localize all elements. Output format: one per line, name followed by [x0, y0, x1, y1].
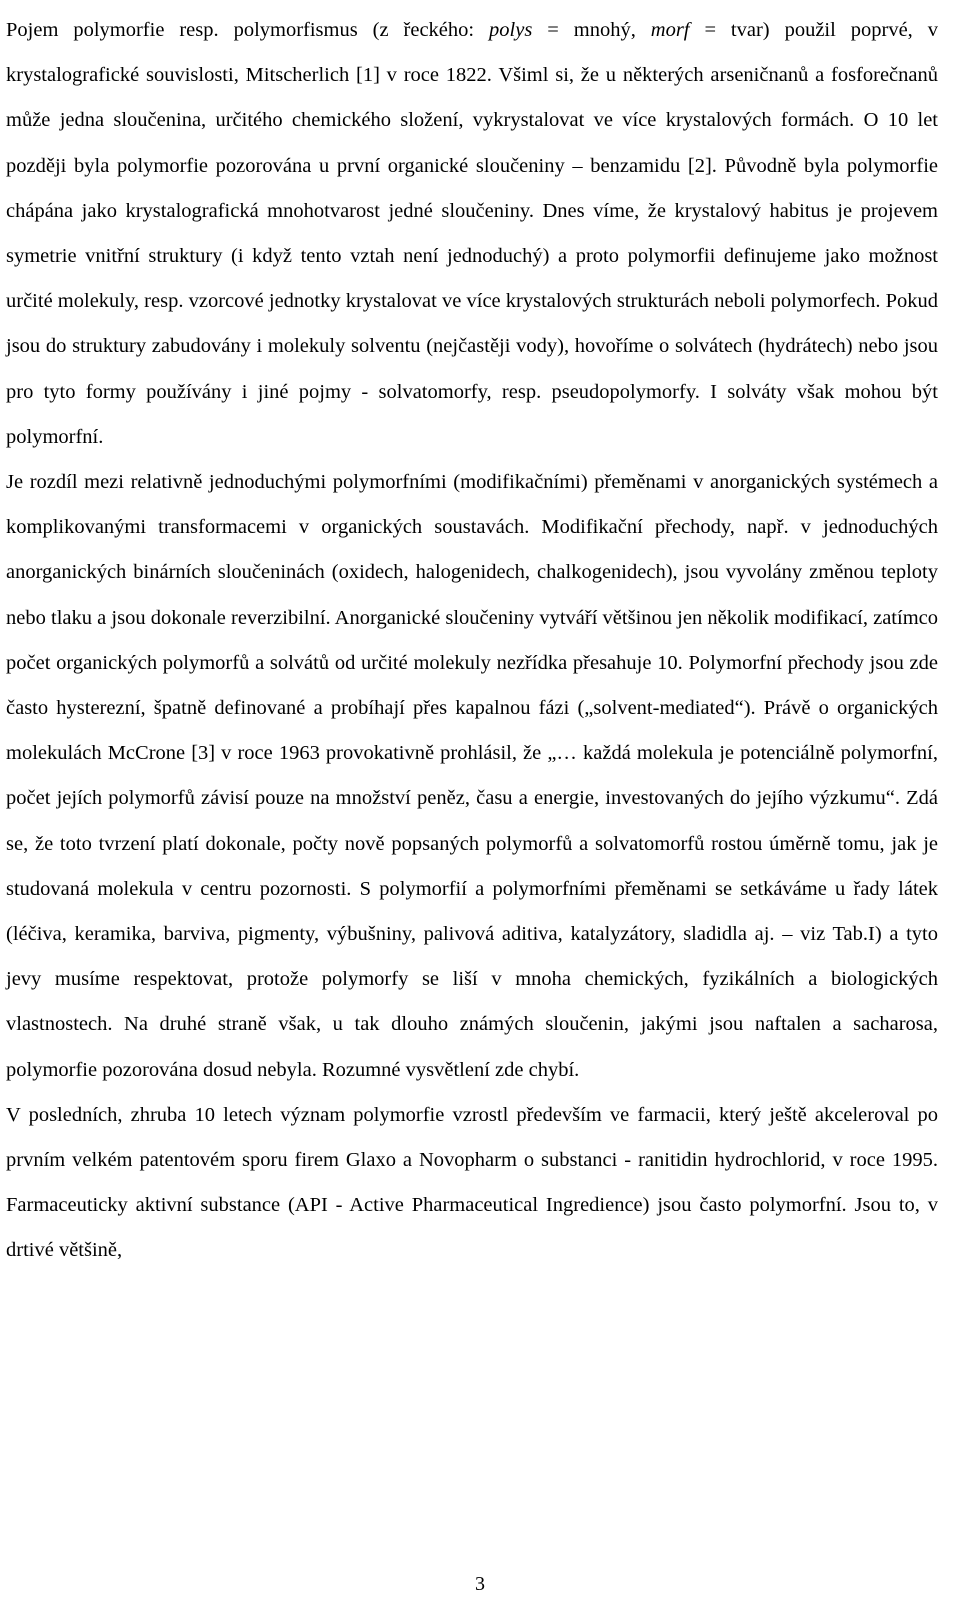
paragraph-2 — [6, 460, 938, 1093]
italic-term-polys: polys — [489, 19, 533, 41]
paragraph-3-text: V posledních, zhruba 10 letech význam polymorfie vzrostl především ve farmacii, který ještě akceleroval po prvním velkém patentovém sporu firem Glaxo a Novopharm o substanci - ranitidin hydrochlorid, v roce 1995. Farmaceuticky aktivní substance (API - Active Pharmaceutical Ingredience) jsou často polymorfní. Jsou to, v drtivé většině, — [6, 1103, 938, 1262]
paragraph-1 — [6, 8, 938, 460]
page-number: 3 — [475, 1573, 485, 1595]
paragraph-1-text-c: = tvar) použil poprvé, v krystalografické souvislosti, Mitscherlich [1] v roce 1822. Všiml si, že u některých arseničnanů a fosforečnanů může jedna sloučenina, určitého chemického složení, vykrystalovat ve více krystalových formách. O 10 let později byla polymorfie pozorována u první organické sloučeniny – benzamidu [2]. Původně byla polymorfie chápána jako krystalografická mnohotvarost jedné sloučeniny. Dnes víme, že krystalový habitus je projevem symetrie vnitřní struktury (i když tento vztah není jednoduchý) a proto polymorfii definujeme jako možnost určité molekuly, resp. vzorcové jednotky krystalovat ve více krystalových strukturách neboli polymorfech. Pokud jsou do struktury zabudovány i molekuly solventu (nejčastěji vody), hovoříme o solvátech (hydrátech) nebo jsou pro tyto formy používány i jiné pojmy - solvatomorfy, resp. pseudopolymorfy. I solváty však mohou být polymorfní. — [6, 19, 938, 448]
paragraph-2-text: Je rozdíl mezi relativně jednoduchými polymorfními (modifikačními) přeměnami v anorganických systémech a komplikovanými transformacemi v organických soustavách. Modifikační přechody, např. v jednoduchých anorganických binárních sloučeninách (oxidech, halogenidech, chalkogenidech), jsou vyvolány změnou teploty nebo tlaku a jsou dokonale reverzibilní. Anorganické sloučeniny vytváří většinou jen několik modifikací, zatímco počet organických polymorfů a solvátů od určité molekuly nezřídka přesahuje 10. Polymorfní přechody jsou zde často hysterezní, špatně definované a probíhají přes kapalnou fázi („solvent-mediated“). Právě o organických molekulách McCrone [3] v roce 1963 provokativně prohlásil, že „… každá molekula je potenciálně polymorfní, počet jejích polymorfů závisí pouze na množství peněz, času a energie, investovaných do jejího výzkumu“. Zdá se, že toto tvrzení platí dokonale, počty nově popsaných polymorfů a solvatomorfů rostou úměrně tomu, jak je studovaná molekula v centru pozornosti. S polymorfií a polymorfními přeměnami se setkáváme u řady látek (léčiva, keramika, barviva, pigmenty, výbušniny, palivová aditiva, katalyzátory, sladidla aj. – viz Tab.I) a tyto jevy musíme respektovat, protože polymorfy se liší v mnoha chemických, fyzikálních a biologických vlastnostech. Na druhé straně však, u tak dlouho známých sloučenin, jakými jsou naftalen a sacharosa, polymorfie pozorována dosud nebyla. Rozumné vysvětlení zde chybí. — [6, 471, 938, 1081]
document-body — [6, 8, 938, 1274]
paragraph-1-text-a: Pojem polymorfie resp. polymorfismus (z řeckého: — [6, 19, 490, 41]
paragraph-1-text-b: = mnohý, — [532, 19, 651, 41]
italic-term-morf: morf — [650, 19, 690, 41]
paragraph-3 — [6, 1093, 938, 1274]
